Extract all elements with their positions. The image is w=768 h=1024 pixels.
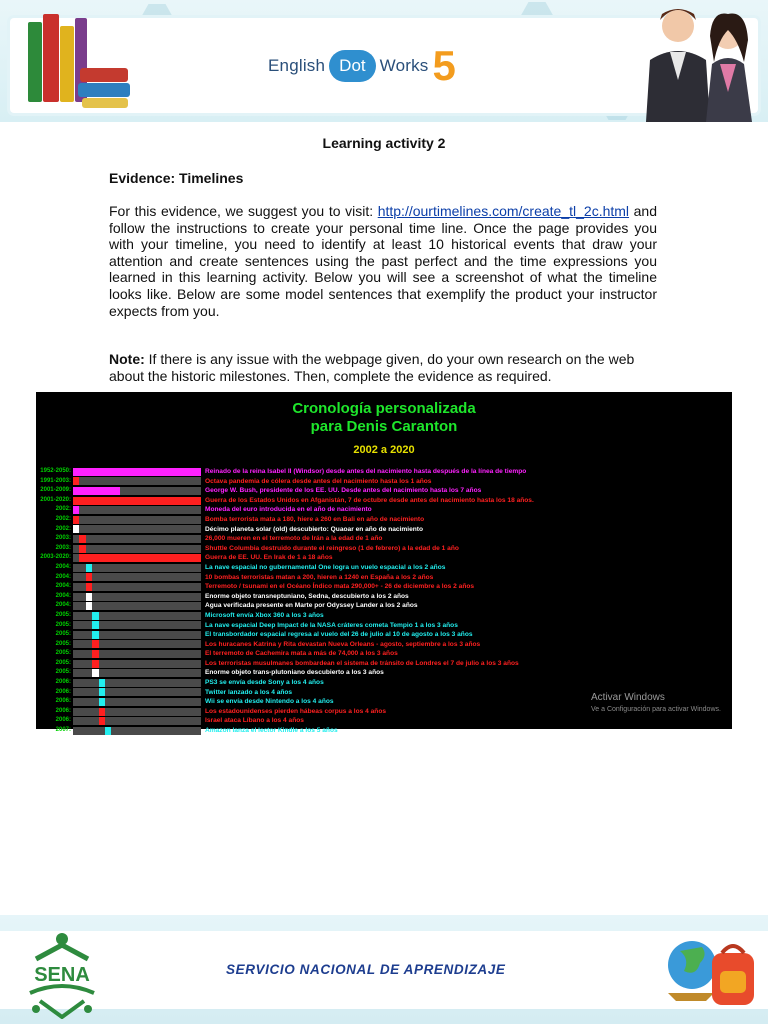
timeline-bar — [99, 688, 105, 696]
timeline-row — [36, 477, 732, 487]
timeline-track — [73, 506, 201, 514]
note-paragraph — [109, 351, 657, 384]
logo-number: 5 — [432, 42, 456, 89]
timeline-bar — [73, 477, 79, 485]
timeline-bar — [86, 573, 92, 581]
timeline-bar — [79, 535, 85, 543]
timeline-row-text: Reinado de la reina Isabel II (Windsor) desde antes del nacimiento hasta después de la línea de tiempo — [205, 468, 527, 475]
timeline-row — [36, 678, 732, 688]
timeline-row-text: El transbordador espacial regresa al vuelo del 26 de julio al 10 de agosto a los 3 años — [205, 631, 473, 639]
paragraph-text-after-link: and follow the instructions to create your personal time line. Once the page provides you with your timeline, you need to identify at least 10 historical events that draw your attention and create sentences using the past perfect and the time expressions you learned in this learning activity. Below you will see a screenshot of what the timeline looks like. Below are some model sentences that exemplify the product your instructor expects from you. — [109, 203, 658, 319]
timeline-bar — [92, 621, 98, 629]
timeline-row — [36, 649, 732, 659]
timeline-row-label: 2004: — [55, 592, 71, 599]
timeline-bar — [86, 564, 92, 572]
timeline-row — [36, 553, 732, 563]
timeline-row-label: 2002: — [55, 506, 71, 513]
timeline-row-text: Octava pandemia de cólera desde antes del nacimiento hasta los 1 años — [205, 477, 432, 485]
timeline-bar — [73, 487, 120, 495]
timeline-row-label: 2004: — [55, 583, 71, 590]
timeline-row-label: 1991-2003: — [40, 477, 71, 484]
timeline-row — [36, 582, 732, 592]
timeline-row-text: Guerra de EE. UU. En Irak de 1 a 18 años — [205, 554, 333, 562]
books-icon — [28, 8, 138, 116]
timeline-link[interactable]: http://ourtimelines.com/create_tl_2c.html — [377, 203, 630, 219]
timeline-row-label: 2001-2020: — [40, 496, 71, 503]
timeline-row-label: 2002: — [55, 515, 71, 522]
timeline-track — [73, 727, 201, 735]
timeline-row — [36, 515, 732, 525]
timeline-row-text: Microsoft envía Xbox 360 a los 3 años — [205, 611, 324, 619]
header-banner — [0, 0, 768, 122]
timeline-title-line1: Cronología personalizada — [292, 400, 476, 417]
timeline-bar — [79, 554, 201, 562]
timeline-row-text: Twitter lanzado a los 4 años — [205, 688, 293, 696]
timeline-bar — [73, 525, 79, 533]
timeline-row-label: 2002: — [55, 525, 71, 532]
timeline-row-label: 2005: — [55, 669, 71, 676]
page-title: Learning activity 2 — [322, 135, 446, 151]
timeline-row-label: 2001-2009: — [40, 487, 71, 494]
timeline-track — [73, 564, 201, 572]
timeline-row-label: 1952-2050: — [40, 468, 71, 474]
section-subtitle: Evidence: Timelines — [109, 170, 244, 186]
timeline-row — [36, 640, 732, 650]
timeline-bar — [92, 631, 98, 639]
timeline-row-text: Enorme objeto trans-plutoniano descubierto a los 3 años — [205, 669, 384, 677]
timeline-row-label: 2007: — [55, 727, 71, 734]
timeline-row-label: 2006: — [55, 698, 71, 705]
timeline-row-text: Los estadounidenses pierden hábeas corpus a los 4 años — [205, 707, 387, 715]
timeline-title-line2: para Denis Caranton — [310, 418, 458, 435]
timeline-track — [73, 545, 201, 553]
timeline-row-label: 2003: — [55, 544, 71, 551]
timeline-bar — [99, 698, 105, 706]
timeline-track — [73, 688, 201, 696]
timeline-row — [36, 467, 732, 477]
timeline-track — [73, 679, 201, 687]
instructions-paragraph — [109, 203, 657, 319]
footer-title: SERVICIO NACIONAL DE APRENDIZAJE — [226, 962, 506, 977]
timeline-row-label: 2003-2020: — [40, 554, 71, 561]
timeline-row — [36, 592, 732, 602]
timeline-row-text: El terremoto de Cachemira mata a más de 74,000 a los 3 años — [205, 650, 398, 658]
timeline-row — [36, 659, 732, 669]
timeline-row-text: Shuttle Columbia destruido durante el reingreso (1 de febrero) a la edad de 1 año — [205, 544, 459, 552]
timeline-row — [36, 621, 732, 631]
timeline-years: 2002 a 2020 — [353, 444, 415, 456]
timeline-row-label: 2003: — [55, 535, 71, 542]
timeline-bar — [86, 583, 92, 591]
globe-backpack-icon — [650, 923, 762, 1023]
timeline-row — [36, 534, 732, 544]
timeline-row-text: Wii se envía desde Nintendo a los 4 años — [205, 698, 334, 706]
timeline-row-label: 2005: — [55, 659, 71, 666]
timeline-track — [73, 708, 201, 716]
note-text: If there is any issue with the webpage given, do your own research on the web about the historic milestones. Then, complete the evidence as required. — [109, 351, 635, 384]
timeline-row-text: Décimo planeta solar (old) descubierto: Quaoar en año de nacimiento — [205, 525, 424, 533]
timeline-bar — [92, 640, 98, 648]
activate-windows-watermark — [591, 692, 721, 713]
timeline-bar — [73, 516, 79, 524]
timeline-row-text: Moneda del euro introducida en el año de nacimiento — [205, 506, 372, 514]
timeline-row-label: 2005: — [55, 650, 71, 657]
timeline-row-label: 2005: — [55, 611, 71, 618]
timeline-bar — [92, 669, 98, 677]
timeline-track — [73, 477, 201, 485]
timeline-bar — [92, 612, 98, 620]
timeline-row-text: 10 bombas terroristas matan a 200, hieren a 1240 en España a los 2 años — [205, 573, 434, 581]
timeline-row — [36, 486, 732, 496]
timeline-row — [36, 716, 732, 726]
timeline-bar — [99, 679, 105, 687]
timeline-row-text: Amazon lanza el lector Kindle a los 5 años — [205, 727, 338, 735]
timeline-row — [36, 726, 732, 736]
timeline-row-text: Enorme objeto transneptuniano, Sedna, descubierto a los 2 años — [205, 592, 409, 600]
timeline-row-text: Los huracanes Katrina y Rita devastan Nueva Orleans - agosto, septiembre a los 3 años — [205, 640, 481, 648]
timeline-row — [36, 544, 732, 554]
timeline-row — [36, 668, 732, 678]
watermark-line2: Ve a Configuración para activar Windows. — [591, 706, 721, 713]
timeline-bar — [92, 660, 98, 668]
timeline-bar — [92, 650, 98, 658]
timeline-row-text: La nave espacial no gubernamental One logra un vuelo espacial a los 2 años — [205, 563, 446, 571]
timeline-row-label: 2005: — [55, 621, 71, 628]
timeline-row — [36, 630, 732, 640]
timeline-track — [73, 593, 201, 601]
timeline-row-label: 2005: — [55, 640, 71, 647]
timeline-row — [36, 525, 732, 535]
timeline-row-text: George W. Bush, presidente de los EE. UU. Desde antes del nacimiento hasta los 7 años — [205, 487, 482, 495]
timeline-row-label: 2004: — [55, 563, 71, 570]
timeline-row-text: 26,000 mueren en el terremoto de Irán a la edad de 1 año — [205, 535, 383, 543]
timeline-row-text: Los terroristas musulmanes bombardean el sistema de tránsito de Londres el 7 de julio a los 3 años — [205, 659, 519, 667]
timeline-bar — [73, 468, 201, 476]
timeline-row-text: Guerra de los Estados Unidos en Afganistán, 7 de octubre desde antes del nacimiento hasta los 18 años. — [205, 496, 534, 504]
timeline-row-text: Bomba terrorista mata a 180, hiere a 260 en Bali en año de nacimiento — [205, 515, 425, 523]
timeline-track — [73, 525, 201, 533]
timeline-track — [73, 698, 201, 706]
timeline-row-label: 2004: — [55, 602, 71, 609]
sena-logo-text: SENA — [34, 964, 90, 986]
timeline-row — [36, 601, 732, 611]
paragraph-text-before-link: For this evidence, we suggest you to visit: — [109, 203, 378, 219]
timeline-row-label: 2006: — [55, 679, 71, 686]
timeline-row-text: Israel ataca Líbano a los 4 años — [205, 717, 304, 725]
timeline-bar — [86, 602, 92, 610]
logo-word-dot: Dot — [329, 50, 375, 82]
timeline-screenshot — [36, 392, 732, 735]
logo-word-works: Works — [379, 56, 429, 75]
timeline-row-label: 2006: — [55, 688, 71, 695]
sena-logo-icon — [16, 929, 108, 1019]
timeline-row — [36, 563, 732, 573]
timeline-bar — [73, 497, 201, 505]
timeline-track — [73, 535, 201, 543]
timeline-track — [73, 573, 201, 581]
timeline-track — [73, 717, 201, 725]
logo-word-english: English — [268, 56, 326, 75]
students-illustration — [620, 0, 768, 122]
timeline-row — [36, 611, 732, 621]
timeline-bar — [73, 506, 79, 514]
timeline-row-text: La nave espacial Deep Impact de la NASA cráteres cometa Tempio 1 a los 3 años — [205, 621, 458, 629]
english-dot-works-logo — [268, 44, 456, 88]
timeline-row — [36, 496, 732, 506]
timeline-track — [73, 602, 201, 610]
timeline-track — [73, 583, 201, 591]
timeline-row-label: 2006: — [55, 707, 71, 714]
timeline-bar — [99, 717, 105, 725]
timeline-row — [36, 505, 732, 515]
timeline-row-text: Agua verificada presente en Marte por Odyssey Lander a los 2 años — [205, 602, 418, 610]
watermark-line1: Activar Windows — [591, 692, 665, 703]
timeline-bar — [86, 593, 92, 601]
timeline-row — [36, 573, 732, 583]
timeline-bar — [79, 545, 85, 553]
timeline-bar — [99, 708, 105, 716]
timeline-track — [73, 516, 201, 524]
footer-banner — [0, 915, 768, 1024]
timeline-row-label: 2004: — [55, 573, 71, 580]
timeline-row-label: 2005: — [55, 631, 71, 638]
timeline-row-text: Terremoto / tsunami en el Océano Índico mata 290,000+ - 26 de diciembre a los 2 años — [205, 583, 475, 591]
timeline-row-label: 2006: — [55, 717, 71, 724]
timeline-bar — [105, 727, 111, 735]
note-label: Note: — [109, 351, 145, 367]
timeline-row-text: PS3 se envía desde Sony a los 4 años — [205, 679, 324, 687]
